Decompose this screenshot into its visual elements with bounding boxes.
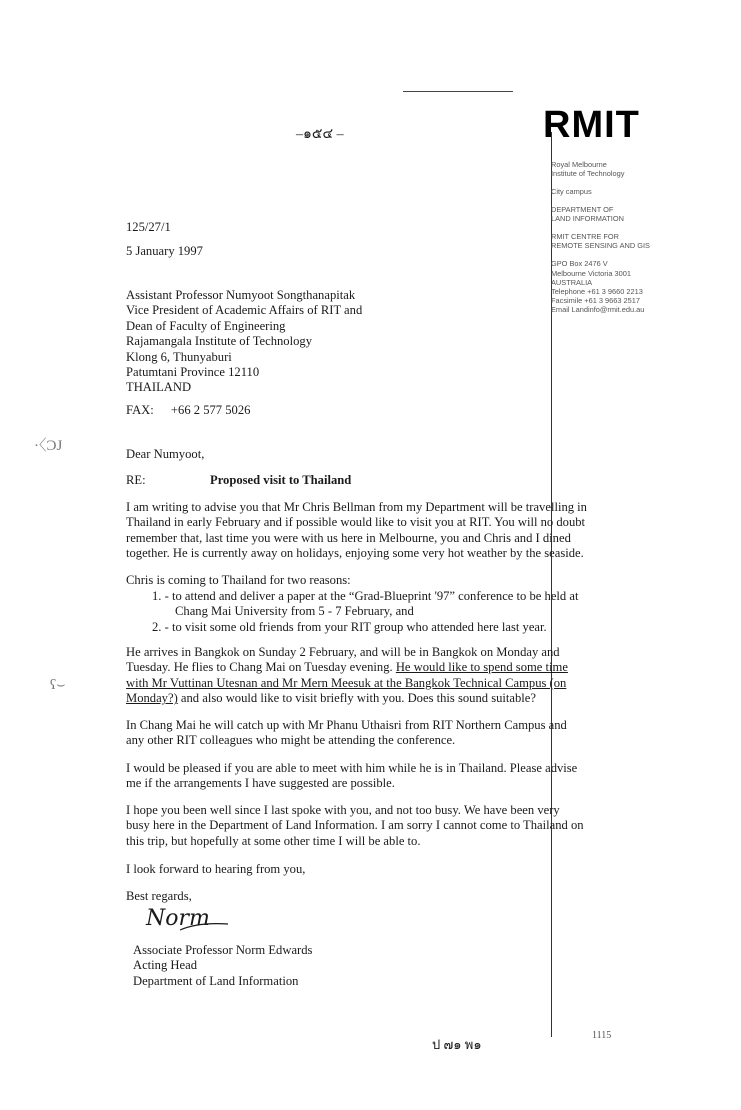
paragraph-4 [126,718,567,749]
department-line: DEPARTMENT OF [551,204,614,214]
paragraph-3 [126,645,568,707]
paragraph-line [126,691,568,706]
recipient-line: Klong 6, Thunyaburi [126,349,232,364]
reason-text: - to attend and deliver a paper at the “Grad-Blueprint '97” conference to be held at [164,589,579,603]
letterhead-block [551,160,650,315]
subject-text: Proposed visit to Thailand [210,473,352,487]
paragraph-line: Thailand in early February and if possible would like to visit you at RIT. You will no doubt [126,515,586,530]
facsimile-line: Facsimile +61 3 9663 2517 [551,296,640,306]
signatory-name: Associate Professor Norm Edwards [133,943,313,957]
department-line: LAND INFORMATION [551,213,624,223]
underlined-text: with Mr Vuttinan Utesnan and Mr Mern Meesuk at the Bangkok Technical Campus (on [126,675,567,690]
paragraph-5 [126,761,577,792]
rmit-logo: RMIT [543,104,640,146]
signatory-block [133,943,312,989]
footer-number: 1115 [592,1030,612,1041]
underlined-text: Monday?) [126,691,178,706]
margin-mark: ʕ⌣ [50,678,66,693]
paragraph-line: remember that, last time you were with us here in Melbourne, you and Chris and I dined [126,530,571,545]
fax-number: +66 2 577 5026 [170,403,251,417]
paragraph-line: this trip, but hopefully at some other time I will be able to. [126,833,421,848]
signatory-title: Acting Head [133,958,197,973]
paragraph-line: I hope you been well since I last spoke with you, and not too busy. We have been very [126,803,560,817]
subject-label: RE: [126,473,146,487]
top-rule [403,91,513,92]
reason-number: 1. [152,589,162,603]
paragraph-1 [126,500,587,562]
email-line: Email Landinfo@rmit.edu.au [551,305,645,315]
reference-number: 125/27/1 [126,220,171,234]
paragraph-line: I am writing to advise you that Mr Chris Bellman from my Department will be travelling in [126,500,587,514]
recipient-line: Dean of Faculty of Engineering [126,318,286,333]
paragraph-6 [126,803,584,849]
telephone-line: Telephone +61 3 9660 2213 [551,287,643,297]
paragraph-line: In Chang Mai he will catch up with Mr Phanu Uthaisri from RIT Northern Campus and [126,718,567,732]
recipient-line: Vice President of Academic Affairs of RIT and [126,303,363,318]
subject-line [126,473,146,488]
paragraph-line [126,660,568,675]
recipient-line: THAILAND [126,380,192,395]
page-mark: –๑๕๔ – [296,127,344,142]
paragraph-line: I would be pleased if you are able to meet with him while he is in Thailand. Please advise [126,761,578,775]
recipient-line: Rajamangala Institute of Technology [126,334,312,349]
reason-number: 2. [152,619,162,634]
address-line: Melbourne Victoria 3001 [551,268,631,278]
reasons-list [152,589,578,635]
plain-text: Tuesday. He flies to Chang Mai on Tuesday evening. [126,660,393,675]
paragraph-2-intro: Chris is coming to Thailand for two reasons: [126,573,351,587]
paragraph-line: He arrives in Bangkok on Sunday 2 February, and will be in Bangkok on Monday and [126,645,560,659]
address-line: AUSTRALIA [551,277,593,287]
recipient-line: Assistant Professor Numyoot Songthanapitak [126,288,356,302]
plain-text: and also would like to visit briefly with you. Does this sound suitable? [180,691,536,706]
reason-text: Chang Mai University from 5 - 7 February, and [175,604,414,619]
recipient-address [126,288,362,396]
reason-item [152,620,578,635]
paragraph-line: me if the arrangements I have suggested are possible. [126,776,395,791]
recipient-line: Patumtani Province 12110 [126,365,260,380]
reason-item [152,589,578,604]
address-line: GPO Box 2476 V [551,259,608,269]
fax-line [126,403,250,418]
institution-line: Royal Melbourne [551,160,607,169]
margin-mark: ·〈ϽJ [34,438,63,454]
letter-date: 5 January 1997 [126,244,203,258]
closing: Best regards, [126,889,192,903]
centre-line: RMIT CENTRE FOR [551,232,620,242]
paragraph-line: together. He is currently away on holidays, enjoying some very hot weather by the seaside. [126,546,584,561]
footer-mark: ป ๗๑ พ๑ [432,1037,482,1052]
salutation: Dear Numyoot, [126,447,205,461]
reason-text: - to visit some old friends from your RIT group who attended here last year. [164,619,547,634]
centre-line: REMOTE SENSING AND GIS [551,241,650,251]
paragraph-line: busy here in the Department of Land Information. I am sorry I cannot come to Thailand on [126,818,584,833]
signature-flourish [178,918,230,934]
campus-line: City campus [551,187,592,197]
signatory-department: Department of Land Information [133,973,299,988]
paragraph-line: any other RIT colleagues who might be attending the conference. [126,733,456,748]
fax-label: FAX: [126,403,154,417]
paragraph-7: I look forward to hearing from you, [126,862,306,876]
underlined-text: He would like to spend some time [395,660,568,675]
institution-line: Institute of Technology [551,169,625,179]
signature: Norm [146,906,210,931]
